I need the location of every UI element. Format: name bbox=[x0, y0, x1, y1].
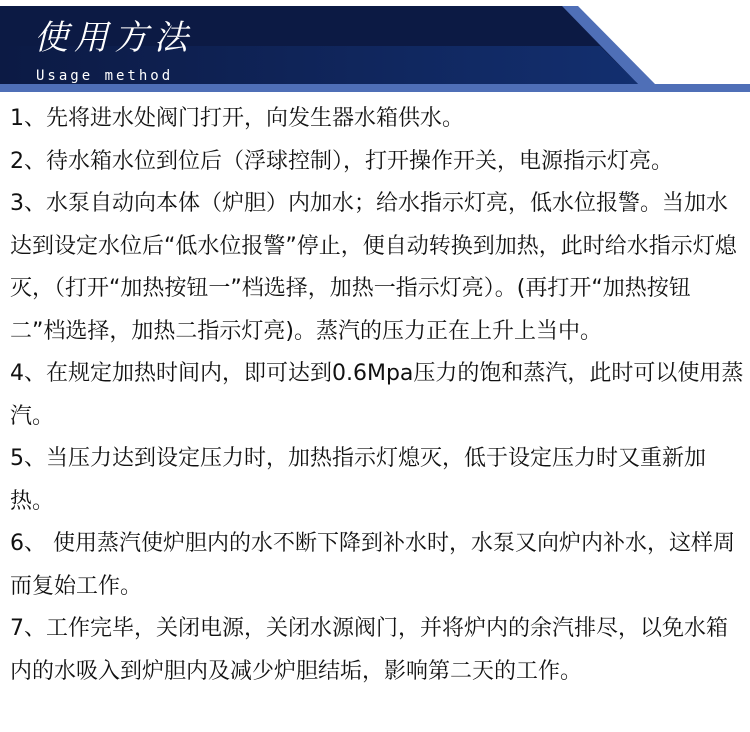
step-4: 4、在规定加热时间内，即可达到0.6Mpa压力的饱和蒸汽，此时可以使用蒸汽。 bbox=[10, 361, 744, 429]
title-chinese: 使用方法 bbox=[34, 18, 194, 58]
banner-strip bbox=[0, 84, 750, 92]
step-2: 2、待水箱水位到位后（浮球控制），打开操作开关，电源指示灯亮。 bbox=[10, 148, 673, 174]
step-3: 3、水泵自动向本体（炉胆）内加水；给水指示灯亮，低水位报警。当加水达到设定水位后“低水位报警”停止，便自动转换到加热，此时给水指示灯熄灭，（打开“加热按钮一”档选择，加热一指示灯亮）。(再打开“加热按钮二”档选择，加热二指示灯亮)。蒸汽的压力正在上升上当中。 bbox=[10, 191, 737, 344]
header-banner bbox=[0, 0, 750, 92]
step-5: 5、当压力达到设定压力时，加热指示灯熄灭，低于设定压力时又重新加热。 bbox=[10, 446, 706, 514]
instructions-list bbox=[10, 98, 746, 693]
step-7: 7、工作完毕，关闭电源，关闭水源阀门，并将炉内的余汽排尽，以免水箱内的水吸入到炉胆内及减少炉胆结垢，影响第二天的工作。 bbox=[10, 616, 728, 684]
step-6: 6、 使用蒸汽使炉胆内的水不断下降到补水时，水泵又向炉内补水，这样周而复始工作。 bbox=[10, 531, 735, 599]
step-1: 1、先将进水处阀门打开，向发生器水箱供水。 bbox=[10, 106, 464, 131]
title-english: Usage method bbox=[36, 68, 174, 84]
